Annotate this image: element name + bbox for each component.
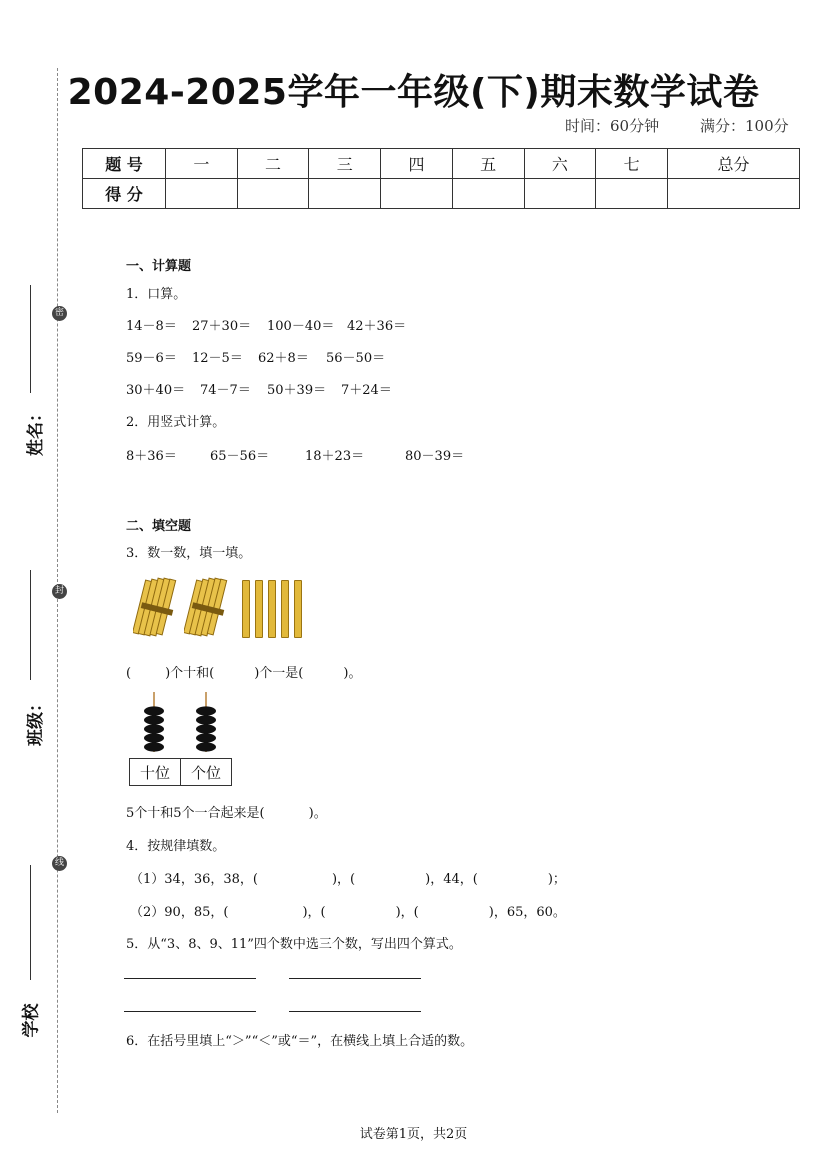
score-cell[interactable] bbox=[524, 179, 596, 209]
abacus-tens-rod bbox=[142, 692, 166, 752]
seal-xian: 线 bbox=[52, 856, 67, 871]
score-table-score-row bbox=[83, 179, 800, 209]
seal-feng: 封 bbox=[52, 584, 67, 599]
score-col-6: 六 bbox=[524, 149, 596, 179]
vertical-equation: 18＋23＝ bbox=[305, 449, 365, 464]
class-label: 班级： bbox=[26, 695, 46, 746]
score-col-4: 四 bbox=[381, 149, 453, 179]
q4-sequence-1 bbox=[130, 868, 566, 887]
q4-1-text: （1）34，36，38，( bbox=[130, 872, 258, 887]
score-col-7: 七 bbox=[596, 149, 668, 179]
score-cell[interactable] bbox=[381, 179, 453, 209]
q3-sentence-2 bbox=[126, 802, 327, 821]
oral-equation: 59－6＝ bbox=[126, 351, 177, 366]
q4-1-text: )； bbox=[547, 872, 566, 887]
page-title: 2024-2025学年一年级(下)期末数学试卷 bbox=[67, 72, 760, 113]
oral-equation: 12－5＝ bbox=[192, 351, 243, 366]
single-stick-image bbox=[281, 580, 289, 638]
score-col-2: 二 bbox=[237, 149, 309, 179]
score-col-5: 五 bbox=[452, 149, 524, 179]
school-label: 学校 bbox=[21, 1003, 42, 1038]
full-score-info: 满分：100分 bbox=[700, 117, 789, 135]
oral-equation: 30＋40＝ bbox=[126, 383, 186, 398]
single-stick-image bbox=[255, 580, 263, 638]
oral-equation: 56－50＝ bbox=[326, 351, 386, 366]
vertical-equation: 65－56＝ bbox=[210, 449, 270, 464]
time-info: 时间：60分钟 bbox=[565, 117, 660, 135]
q3-fill-text: )个十和( bbox=[165, 666, 215, 681]
vertical-equation: 80－39＝ bbox=[405, 449, 465, 464]
answer-line[interactable] bbox=[124, 978, 256, 979]
score-cell[interactable] bbox=[596, 179, 668, 209]
q2-label: 2．用竖式计算。 bbox=[126, 415, 226, 430]
school-write-line bbox=[30, 865, 31, 980]
q4-label: 4．按规律填数。 bbox=[126, 839, 226, 854]
single-stick-image bbox=[268, 580, 276, 638]
oral-equation: 27＋30＝ bbox=[192, 319, 252, 334]
oral-equation: 7＋24＝ bbox=[341, 383, 392, 398]
score-table-row-head: 题 号 bbox=[83, 149, 166, 179]
place-value-table bbox=[129, 758, 232, 786]
answer-line[interactable] bbox=[124, 1011, 256, 1012]
class-write-line bbox=[30, 570, 31, 680]
q6-label: 6．在括号里填上“＞”“＜”或“＝”，在横线上填上合适的数。 bbox=[126, 1034, 474, 1049]
q4-2-text: )，65，60。 bbox=[488, 905, 566, 920]
stick-bundle-image bbox=[133, 576, 179, 640]
score-cell[interactable] bbox=[452, 179, 524, 209]
q3-sentence-2-text: 5个十和5个一合起来是( bbox=[126, 806, 265, 821]
q3-sentence-2-text: )。 bbox=[308, 806, 327, 821]
oral-equation: 74－7＝ bbox=[200, 383, 251, 398]
score-col-1: 一 bbox=[166, 149, 238, 179]
abacus-ones-rod bbox=[194, 692, 218, 752]
q3-fill-text: )个一是( bbox=[254, 666, 304, 681]
score-table-header-row bbox=[83, 149, 800, 179]
score-col-3: 三 bbox=[309, 149, 381, 179]
stick-bundle-image bbox=[184, 576, 230, 640]
answer-line[interactable] bbox=[289, 978, 421, 979]
q1-label: 1．口算。 bbox=[126, 287, 187, 302]
q4-1-text: )，44，( bbox=[425, 872, 478, 887]
q3-fill-sentence bbox=[126, 662, 361, 681]
score-cell[interactable] bbox=[667, 179, 799, 209]
score-table-row-head: 得 分 bbox=[83, 179, 166, 209]
name-write-line bbox=[30, 285, 31, 393]
vertical-equation: 8＋36＝ bbox=[126, 449, 177, 464]
score-table bbox=[82, 148, 800, 209]
section-2-title: 二、填空题 bbox=[126, 519, 192, 534]
oral-equation: 14－8＝ bbox=[126, 319, 177, 334]
page-footer: 试卷第1页，共2页 bbox=[359, 1127, 468, 1142]
single-stick-image bbox=[242, 580, 250, 638]
place-tens-label: 十位 bbox=[130, 759, 181, 786]
q3-label: 3．数一数，填一填。 bbox=[126, 546, 252, 561]
single-stick-image bbox=[294, 580, 302, 638]
q4-1-text: )，( bbox=[331, 872, 356, 887]
score-cell[interactable] bbox=[237, 179, 309, 209]
name-label: 姓名： bbox=[26, 405, 46, 456]
oral-equation: 50＋39＝ bbox=[267, 383, 327, 398]
place-ones-label: 个位 bbox=[181, 759, 232, 786]
oral-equation: 100－40＝ bbox=[267, 319, 335, 334]
score-cell[interactable] bbox=[166, 179, 238, 209]
score-col-total: 总分 bbox=[667, 149, 799, 179]
q3-fill-text: )。 bbox=[343, 666, 362, 681]
seal-mi: 密 bbox=[52, 306, 67, 321]
q4-2-text: )，( bbox=[395, 905, 419, 920]
q3-fill-text: ( bbox=[126, 666, 132, 681]
answer-line[interactable] bbox=[289, 1011, 421, 1012]
q4-2-text: （2）90，85，( bbox=[130, 905, 229, 920]
score-cell[interactable] bbox=[309, 179, 381, 209]
section-1-title: 一、计算题 bbox=[126, 259, 192, 274]
q5-label: 5．从“3、8、9、11”四个数中选三个数，写出四个算式。 bbox=[126, 937, 462, 952]
oral-equation: 42＋36＝ bbox=[347, 319, 407, 334]
q4-sequence-2 bbox=[130, 901, 566, 920]
oral-equation: 62＋8＝ bbox=[258, 351, 309, 366]
q4-2-text: )，( bbox=[302, 905, 326, 920]
